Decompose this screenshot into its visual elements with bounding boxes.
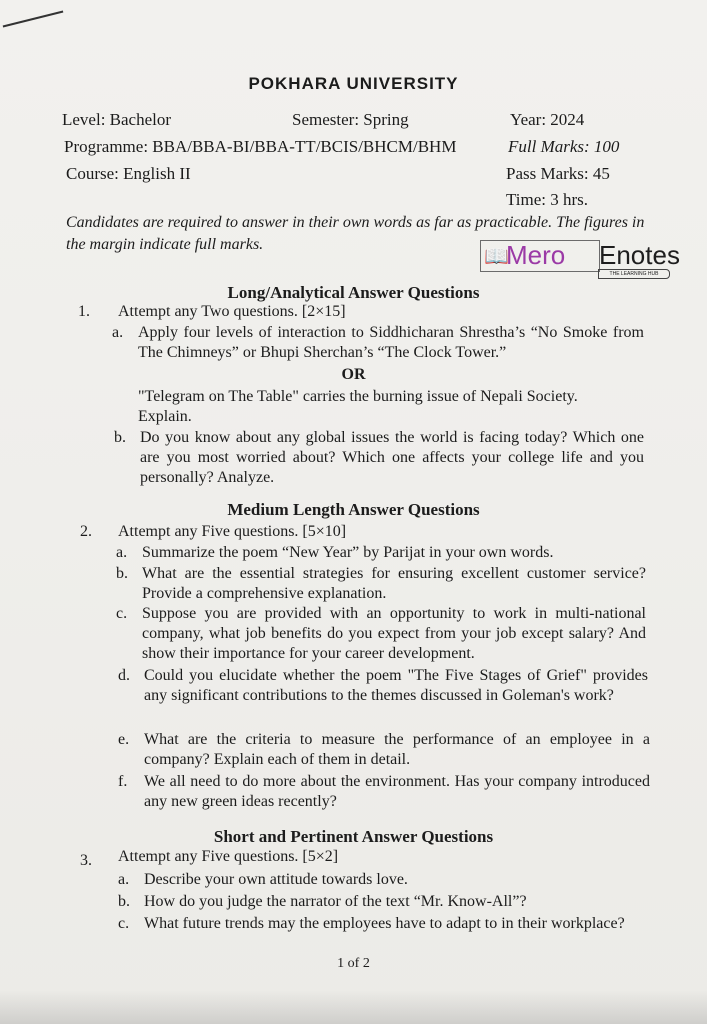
item-label: d. xyxy=(118,667,130,684)
time: Time: 3 hrs. xyxy=(506,190,589,209)
question-item xyxy=(112,387,644,427)
item-text: Suppose you are provided with an opportunity to work in multi-national company, what job benefits do you expect from your job except salary? And show their importance for your career development. xyxy=(142,605,646,662)
university-title: POKHARA UNIVERSITY xyxy=(248,74,459,93)
item-text: What future trends may the employees have to adapt to in their workplace? xyxy=(144,915,625,932)
item-label: a. xyxy=(118,871,130,888)
question-item xyxy=(118,772,650,812)
question-item xyxy=(116,543,646,563)
pass-marks: Pass Marks: 45 xyxy=(506,164,610,183)
semester: Semester: Spring xyxy=(292,110,409,129)
question-instruction: Attempt any Five questions. [5×2] xyxy=(118,848,339,865)
item-label: a. xyxy=(116,544,128,561)
item-label: e. xyxy=(118,731,130,748)
course: Course: English II xyxy=(66,164,191,183)
book-reader-icon: 📖 xyxy=(484,246,509,268)
item-text: What are the essential strategies for ensuring excellent customer service? Provide a comprehensive explanation. xyxy=(142,565,646,602)
item-text: "Telegram on The Table" carries the burning issue of Nepali Society. Explain. xyxy=(138,388,578,425)
question-item xyxy=(118,730,650,770)
question-item xyxy=(112,323,644,363)
item-label: c. xyxy=(116,605,128,622)
paper-shadow xyxy=(0,990,707,1024)
page-number: 1 of 2 xyxy=(337,956,370,971)
item-text: Could you elucidate whether the poem "The Five Stages of Grief" provides any significant contributions to the themes discussed in Goleman's work? xyxy=(144,667,648,704)
logo-mero: Mero xyxy=(506,240,566,270)
item-text: We all need to do more about the environment. Has your company introduced any new green ideas recently? xyxy=(144,773,650,810)
full-marks: Full Marks: 100 xyxy=(508,137,620,156)
item-text: How do you judge the narrator of the text “Mr. Know-All”? xyxy=(144,893,527,910)
section-heading-short: Short and Pertinent Answer Questions xyxy=(213,827,494,846)
item-text: Apply four levels of interaction to Siddhicharan Shrestha’s “No Smoke from The Chimneys” or Bhupi Sherchan’s “The Clock Tower.” xyxy=(138,324,644,361)
item-label: b. xyxy=(114,429,126,446)
question-item xyxy=(114,428,644,488)
question-item xyxy=(118,914,650,954)
question-number: 2. xyxy=(80,523,92,540)
mero-enotes-watermark xyxy=(480,240,680,277)
item-label: b. xyxy=(116,565,128,582)
level: Level: Bachelor xyxy=(62,110,172,129)
question-instruction: Attempt any Two questions. [2×15] xyxy=(118,303,346,320)
item-text: Describe your own attitude towards love. xyxy=(144,871,408,888)
logo-enotes: Enotes xyxy=(599,240,680,270)
section-heading-long: Long/Analytical Answer Questions xyxy=(227,283,480,302)
question-item xyxy=(118,892,648,912)
year: Year: 2024 xyxy=(510,110,585,129)
or-separator: OR xyxy=(341,366,366,383)
logo-tagline: THE LEARNING HUB xyxy=(598,269,670,279)
item-text: Summarize the poem “New Year” by Parijat in your own words. xyxy=(142,544,554,561)
item-text: Do you know about any global issues the world is facing today? Which one are you most worried about? Which one affects your college life and you personally? Analyze. xyxy=(140,429,644,486)
item-label: c. xyxy=(118,915,130,932)
item-label: b. xyxy=(118,893,130,910)
item-label: a. xyxy=(112,324,124,341)
question-item xyxy=(118,870,648,890)
question-number: 1. xyxy=(78,303,90,320)
question-item xyxy=(118,666,648,726)
question-instruction: Attempt any Five questions. [5×10] xyxy=(118,523,347,540)
item-text: What are the criteria to measure the performance of an employee in a company? Explain each of them in detail. xyxy=(144,731,650,768)
pen-mark xyxy=(3,11,64,28)
question-number: 3. xyxy=(80,852,92,869)
item-label: f. xyxy=(118,773,128,790)
question-item xyxy=(116,564,646,604)
programme: Programme: BBA/BBA-BI/BBA-TT/BCIS/BHCM/BHM xyxy=(64,137,457,156)
question-item xyxy=(116,604,646,664)
section-heading-medium: Medium Length Answer Questions xyxy=(227,500,480,519)
instructions: Candidates are required to answer in their own words as far as practicable. The figures in the margin indicate full marks. xyxy=(66,214,645,253)
